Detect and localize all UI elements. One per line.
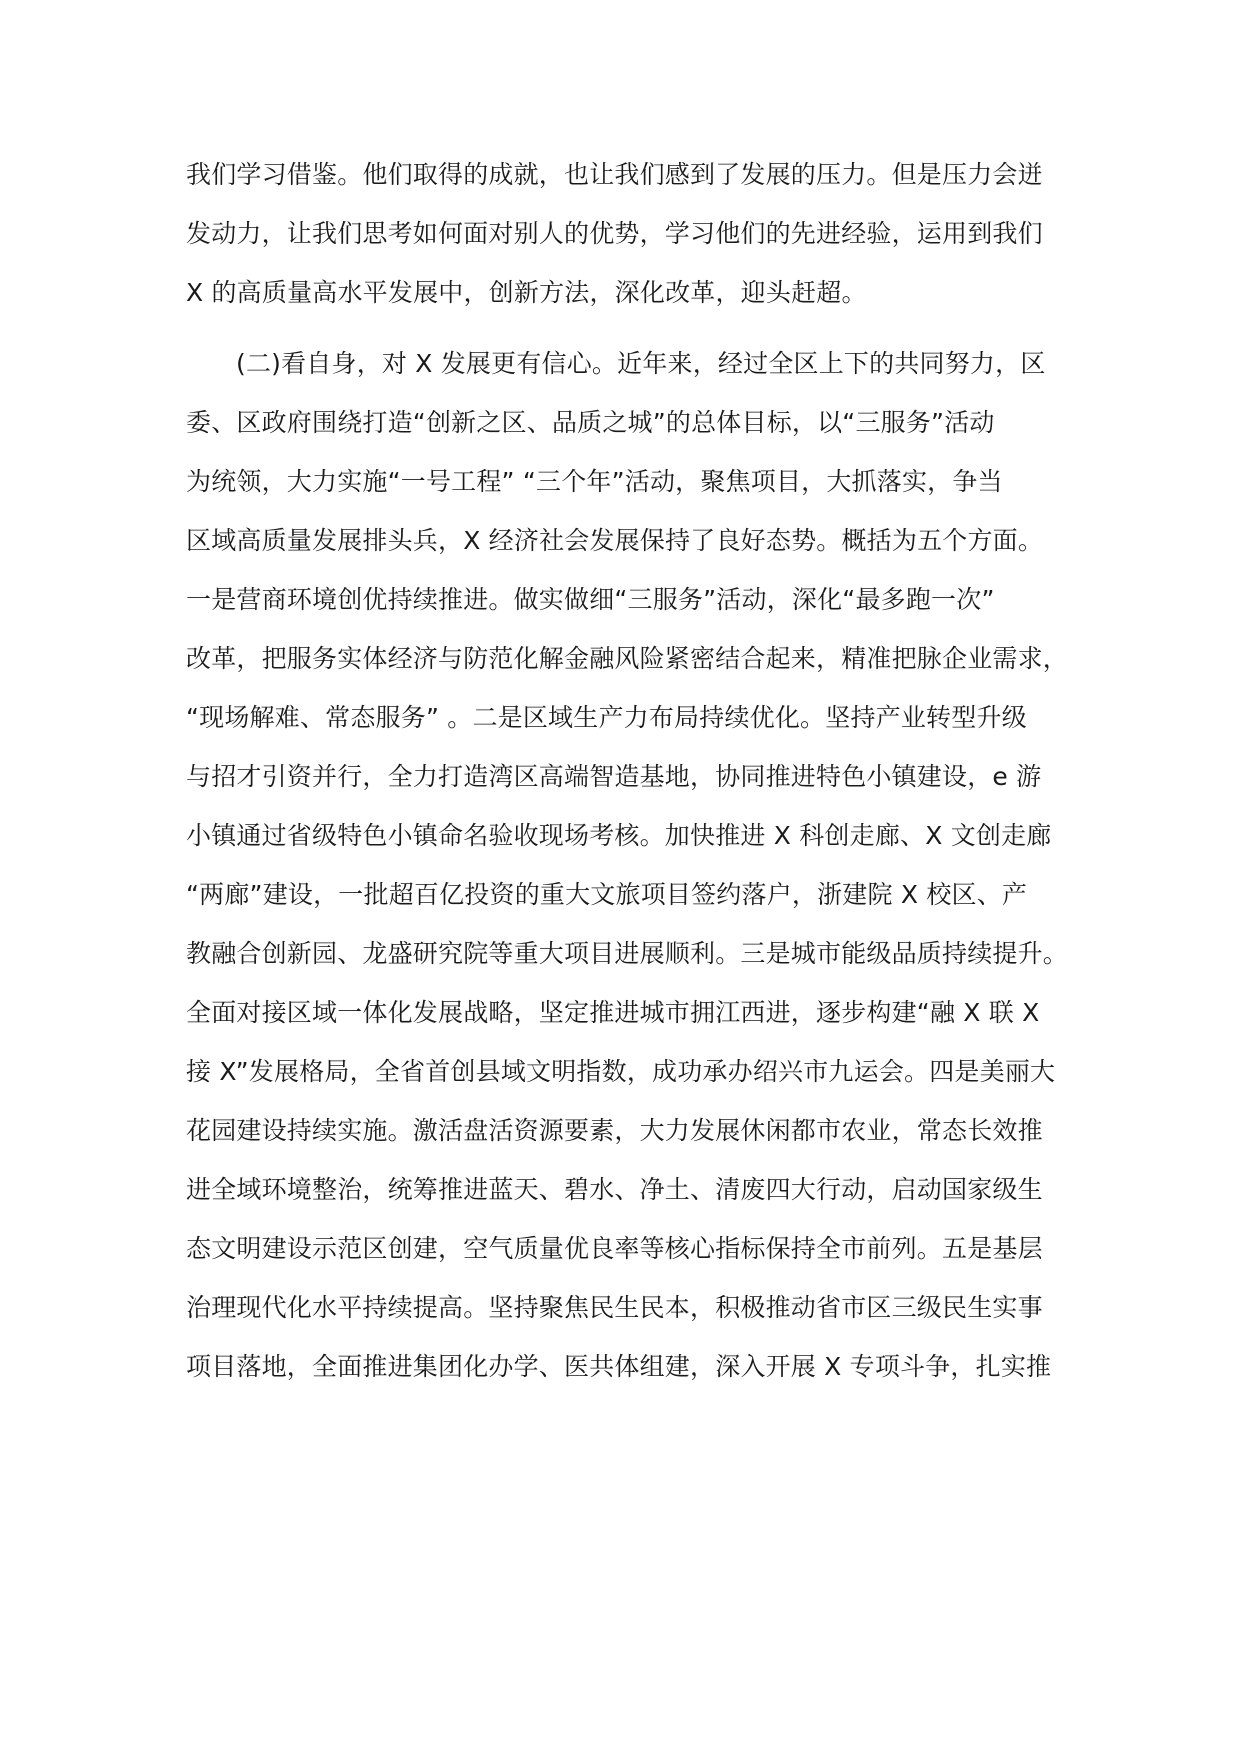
text-line-15: 全面对接区域一体化发展战略，坚定推进城市拥江西进，逐步构建“融 X 联 X [186,998,1040,1027]
text-line-2: 发动力，让我们思考如何面对别人的优势，学习他们的先进经验，运用到我们 [186,219,1043,248]
text-line-16: 接 X”发展格局，全省首创县域文明指数，成功承办绍兴市九运会。四是美丽大 [186,1057,1056,1086]
text-line-7: 区域高质量发展排头兵，X 经济社会发展保持了良好态势。概括为五个方面。 [186,526,1044,555]
text-line-11: 与招才引资并行，全力打造湾区高端智造基地，协同推进特色小镇建设，e 游 [186,762,1042,791]
text-line-21: 项目落地，全面推进集团化办学、医共体组建，深入开展 X 专项斗争，扎实推 [186,1352,1052,1381]
text-line-19: 态文明建设示范区创建，空气质量优良率等核心指标保持全市前列。五是基层 [186,1234,1043,1263]
text-line-18: 进全域环境整治，统筹推进蓝天、碧水、净土、清废四大行动，启动国家级生 [186,1175,1043,1204]
section-heading-line: (二)看自身，对 X 发展更有信心。近年来，经过全区上下的共同努力，区 [236,349,1046,378]
text-line-3: X 的高质量高水平发展中，创新方法，深化改革，迎头赶超。 [186,278,867,307]
text-line-14: 教融合创新园、龙盛研究院等重大项目进展顺利。三是城市能级品质持续提升。 [186,939,1069,968]
text-line-12: 小镇通过省级特色小镇命名验收现场考核。加快推进 X 科创走廊、X 文创走廊 [186,821,1052,850]
text-line-5: 委、区政府围绕打造“创新之区、品质之城”的总体目标，以“三服务”活动 [186,408,995,437]
text-line-9: 改革，把服务实体经济与防范化解金融风险紧密结合起来，精准把脉企业需求， [186,644,1069,673]
text-line-6: 为统领，大力实施“一号工程” “三个年”活动，聚焦项目，大抓落实，争当 [186,467,1003,496]
text-line-20: 治理现代化水平持续提高。坚持聚焦民生民本，积极推动省市区三级民生实事 [186,1293,1043,1322]
text-line-8: 一是营商环境创优持续推进。做实做细“三服务”活动，深化“最多跑一次” [186,585,995,614]
text-line-10: “现场解难、常态服务” 。二是区域生产力布局持续优化。坚持产业转型升级 [186,703,1027,732]
text-line-13: “两廊”建设，一批超百亿投资的重大文旅项目签约落户，浙建院 X 校区、产 [186,880,1028,909]
text-line-17: 花园建设持续实施。激活盘活资源要素，大力发展休闲都市农业，常态长效推 [186,1116,1043,1145]
text-line-1: 我们学习借鉴。他们取得的成就，也让我们感到了发展的压力。但是压力会迸 [186,160,1043,189]
